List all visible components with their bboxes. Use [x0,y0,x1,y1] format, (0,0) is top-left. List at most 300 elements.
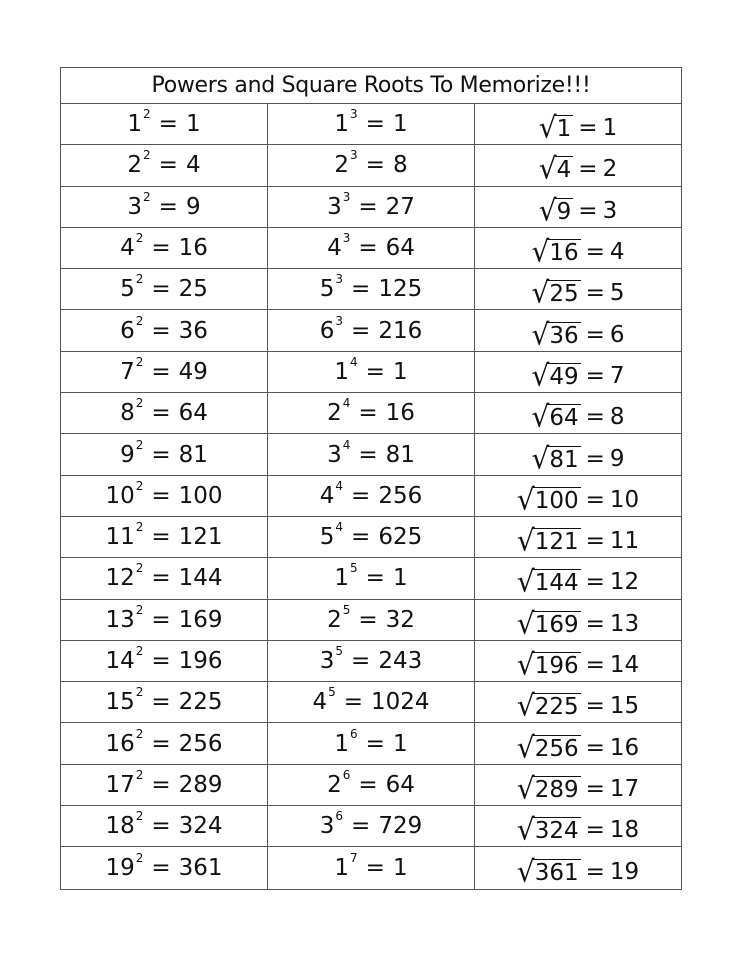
power-base: 2 [327,400,342,427]
power-base: 5 [319,276,335,303]
power-value: 16 [385,400,415,427]
square-base: 15 [105,689,135,716]
power-exponent: 6 [350,726,358,741]
power-value: 81 [385,441,415,468]
square-cell [61,682,268,722]
square-root [516,854,581,889]
equals-sign: = [151,400,171,427]
equals-sign: = [585,280,605,307]
equals-sign: = [365,358,385,385]
equals-sign: = [358,606,378,633]
square-root [516,523,581,558]
power-cell [268,600,475,640]
radicand: 64 [549,405,579,432]
square-base: 19 [105,854,135,881]
power-value: 27 [385,193,415,220]
square-exponent: 2 [135,602,144,617]
power-base: 4 [319,482,335,509]
radicand: 81 [549,446,579,473]
power-value: 125 [378,276,423,303]
root-cell [475,310,681,350]
power-exponent: 5 [350,561,358,576]
equals-sign: = [151,482,171,509]
square-root [516,729,581,765]
root-value: 16 [609,734,640,761]
power-base: 3 [319,648,335,674]
square-cell [61,310,268,350]
power-exponent: 4 [342,396,351,411]
radicand: 289 [534,776,579,803]
power-cell [268,806,475,846]
square-exponent: 2 [135,809,144,824]
square-base: 11 [105,524,135,551]
equals-sign: = [585,652,605,678]
power-cell [268,228,475,268]
root-cell [475,476,681,516]
square-base: 6 [120,317,135,344]
table-row [61,104,681,145]
square-exponent: 2 [135,396,144,411]
power-base: 2 [334,152,350,179]
root-value: 5 [609,280,625,307]
power-cell [268,765,475,805]
power-cell [268,847,475,888]
square-value: 49 [178,358,208,385]
radicand: 121 [534,529,579,556]
root-cell [475,723,681,763]
square-cell [61,187,268,227]
square-value: 16 [178,235,208,262]
square-base: 13 [105,606,135,633]
equals-sign: = [585,610,605,637]
power-cell [268,723,475,763]
table-title: Powers and Square Roots To Memorize!!! [61,68,681,104]
square-root [531,275,580,311]
square-root [531,358,580,393]
equals-sign: = [585,404,605,431]
power-cell [268,476,475,516]
equals-sign: = [158,152,178,179]
power-value: 256 [378,482,423,509]
square-root [516,771,581,806]
power-exponent: 4 [335,478,344,493]
equals-sign: = [585,486,605,513]
square-cell [61,228,268,268]
power-exponent: 4 [350,354,358,369]
table-row [61,806,681,847]
square-root [516,688,581,724]
square-root [531,440,580,476]
power-value: 625 [378,524,423,551]
equals-sign: = [585,817,605,844]
radical-icon: √ [516,481,535,517]
radical-icon: √ [531,275,550,311]
radical-icon: √ [516,771,535,806]
equals-sign: = [585,775,605,802]
power-cell [268,641,475,681]
equals-sign: = [358,400,378,427]
equals-sign: = [351,648,371,674]
radicand: 9 [556,198,572,225]
power-exponent: 3 [342,189,351,204]
root-cell [475,641,681,681]
power-cell [268,310,475,350]
square-base: 14 [105,648,135,674]
radicand: 4 [556,157,572,184]
square-exponent: 2 [135,231,144,246]
power-exponent: 3 [335,313,344,328]
powers-roots-table [60,67,682,890]
equals-sign: = [365,854,385,881]
root-cell [475,269,681,309]
equals-sign: = [151,813,171,840]
square-base: 18 [105,813,135,840]
power-exponent: 6 [335,809,344,824]
square-root [531,316,580,352]
square-exponent: 2 [135,520,144,535]
equals-sign: = [151,771,171,798]
square-root [516,605,581,641]
power-exponent: 5 [342,602,351,617]
equals-sign: = [351,482,371,509]
square-root [538,192,573,228]
equals-sign: = [151,235,171,262]
square-cell [61,558,268,598]
square-cell [61,600,268,640]
power-cell [268,517,475,557]
root-cell [475,145,681,185]
equals-sign: = [585,362,605,389]
square-cell [61,641,268,681]
power-value: 64 [385,235,415,262]
radicand: 196 [534,653,579,679]
equals-sign: = [585,569,605,596]
power-cell [268,434,475,474]
power-base: 2 [327,606,342,633]
square-exponent: 2 [135,437,144,452]
root-cell [475,806,681,846]
square-value: 144 [178,565,223,592]
equals-sign: = [585,239,605,266]
square-exponent: 2 [135,850,144,865]
table-row [61,228,681,269]
square-exponent: 2 [135,644,144,658]
root-value: 10 [609,486,640,513]
root-value: 3 [602,197,618,224]
equals-sign: = [151,730,171,757]
root-cell [475,187,681,227]
root-cell [475,517,681,557]
table-row [61,600,681,641]
square-base: 16 [105,730,135,757]
radicand: 49 [549,363,579,390]
power-exponent: 3 [350,107,358,122]
radical-icon: √ [516,647,535,682]
square-value: 1 [185,111,201,138]
root-cell [475,600,681,640]
root-value: 4 [609,239,625,266]
square-exponent: 2 [143,148,151,163]
power-base: 1 [334,358,350,385]
equals-sign: = [365,565,385,592]
root-value: 2 [602,156,618,183]
power-base: 5 [319,524,335,551]
square-value: 361 [178,854,223,881]
equals-sign: = [358,193,378,220]
radical-icon: √ [516,605,535,641]
equals-sign: = [585,528,605,555]
power-exponent: 3 [335,272,344,287]
power-base: 1 [334,565,350,592]
square-value: 225 [178,689,223,716]
square-base: 4 [120,235,135,262]
radical-icon: √ [538,110,557,145]
power-base: 3 [319,813,335,840]
square-root [516,564,581,600]
power-cell [268,393,475,433]
root-cell [475,352,681,392]
root-value: 11 [609,528,640,555]
square-root [538,151,573,187]
root-cell [475,434,681,474]
radical-icon: √ [516,729,535,765]
square-cell [61,517,268,557]
table-row [61,847,681,888]
root-value: 19 [609,858,640,885]
table-row [61,187,681,228]
radical-icon: √ [531,440,550,476]
square-value: 256 [178,730,223,757]
radical-icon: √ [516,854,535,889]
radicand: 324 [534,818,579,845]
equals-sign: = [358,441,378,468]
root-value: 13 [609,610,640,637]
power-value: 1 [392,854,408,881]
radical-icon: √ [531,358,550,393]
square-exponent: 2 [135,561,144,576]
square-cell [61,104,268,144]
power-value: 243 [378,648,423,674]
table-row [61,517,681,558]
square-base: 8 [120,400,135,427]
square-base: 7 [120,358,135,385]
square-root [516,812,581,847]
power-cell [268,104,475,144]
equals-sign: = [351,813,371,840]
square-value: 196 [178,648,223,674]
root-cell [475,104,681,144]
radical-icon: √ [516,523,535,558]
power-exponent: 7 [350,850,358,865]
table-row [61,434,681,475]
power-value: 1 [392,358,408,385]
power-value: 8 [392,152,408,179]
square-base: 3 [127,193,143,220]
table-row [61,682,681,723]
power-value: 64 [385,771,415,798]
radicand: 25 [549,281,579,308]
root-value: 7 [609,362,625,389]
equals-sign: = [351,524,371,551]
power-cell [268,558,475,598]
square-base: 1 [127,111,143,138]
equals-sign: = [585,734,605,761]
radical-icon: √ [531,234,550,269]
power-cell [268,269,475,309]
square-exponent: 2 [135,685,144,700]
square-base: 9 [120,441,135,468]
equals-sign: = [351,276,371,303]
square-value: 4 [185,152,201,179]
square-value: 100 [178,482,223,509]
root-cell [475,558,681,598]
equals-sign: = [578,115,598,142]
equals-sign: = [151,276,171,303]
square-value: 64 [178,400,208,427]
equals-sign: = [151,441,171,468]
radical-icon: √ [538,192,557,228]
equals-sign: = [365,152,385,179]
square-cell [61,434,268,474]
power-exponent: 3 [350,148,358,163]
power-base: 3 [327,441,342,468]
root-value: 1 [602,115,618,142]
table-row [61,765,681,806]
table-row [61,476,681,517]
table-row [61,393,681,434]
radicand: 256 [534,735,579,762]
power-value: 1 [392,565,408,592]
root-value: 9 [609,445,625,472]
square-value: 9 [185,193,201,220]
equals-sign: = [343,689,363,716]
equals-sign: = [358,771,378,798]
table-row [61,723,681,764]
equals-sign: = [151,524,171,551]
square-exponent: 2 [135,767,144,782]
equals-sign: = [151,358,171,385]
power-value: 1 [392,730,408,757]
root-value: 6 [609,321,625,348]
equals-sign: = [158,193,178,220]
power-cell [268,187,475,227]
square-root [538,110,573,145]
radical-icon: √ [516,812,535,847]
square-root [531,399,580,435]
square-cell [61,847,268,888]
equals-sign: = [151,606,171,633]
square-value: 169 [178,606,223,633]
square-value: 36 [178,317,208,344]
root-value: 15 [609,693,640,720]
equals-sign: = [151,565,171,592]
radical-icon: √ [538,151,557,187]
square-exponent: 2 [135,272,144,287]
square-value: 81 [178,441,208,468]
square-cell [61,476,268,516]
radicand: 100 [534,487,579,514]
square-value: 289 [178,771,223,798]
power-cell [268,352,475,392]
root-value: 8 [609,404,625,431]
root-cell [475,765,681,805]
root-cell [475,847,681,888]
power-base: 4 [327,235,342,262]
radicand: 361 [534,859,579,886]
power-exponent: 5 [335,644,344,658]
power-exponent: 3 [342,231,351,246]
square-exponent: 2 [143,107,151,122]
square-cell [61,723,268,763]
radical-icon: √ [516,688,535,724]
square-base: 10 [105,482,135,509]
radicand: 225 [534,694,579,721]
root-value: 12 [609,569,640,596]
table-row [61,352,681,393]
root-cell [475,682,681,722]
square-exponent: 2 [143,189,151,204]
equals-sign: = [585,321,605,348]
square-base: 2 [127,152,143,179]
root-cell [475,228,681,268]
power-base: 2 [327,771,342,798]
power-value: 1024 [371,689,430,716]
root-value: 18 [609,817,640,844]
power-base: 1 [334,854,350,881]
power-value: 32 [385,606,415,633]
power-value: 1 [392,111,408,138]
table-body [61,104,681,889]
square-root [516,481,581,517]
table-row [61,269,681,310]
square-root [516,647,581,682]
square-value: 121 [178,524,223,551]
equals-sign: = [578,156,598,183]
radicand: 36 [549,322,579,349]
radicand: 144 [534,570,579,597]
power-value: 216 [378,317,423,344]
square-cell [61,806,268,846]
square-cell [61,765,268,805]
root-value: 17 [609,775,640,802]
equals-sign: = [585,693,605,720]
radical-icon: √ [531,316,550,352]
square-value: 324 [178,813,223,840]
power-exponent: 5 [328,685,336,700]
equals-sign: = [351,317,371,344]
power-base: 3 [327,193,342,220]
radicand: 1 [556,116,572,143]
power-base: 6 [319,317,335,344]
square-value: 25 [178,276,208,303]
radical-icon: √ [531,399,550,435]
power-exponent: 4 [342,437,351,452]
square-exponent: 2 [135,313,144,328]
square-cell [61,393,268,433]
table-row [61,310,681,351]
table-row [61,145,681,186]
power-base: 1 [334,111,350,138]
power-value: 729 [378,813,423,840]
equals-sign: = [585,445,605,472]
equals-sign: = [365,730,385,757]
power-base: 1 [334,730,350,757]
square-cell [61,352,268,392]
power-exponent: 4 [335,520,344,535]
square-exponent: 2 [135,726,144,741]
equals-sign: = [151,689,171,716]
square-exponent: 2 [135,354,144,369]
